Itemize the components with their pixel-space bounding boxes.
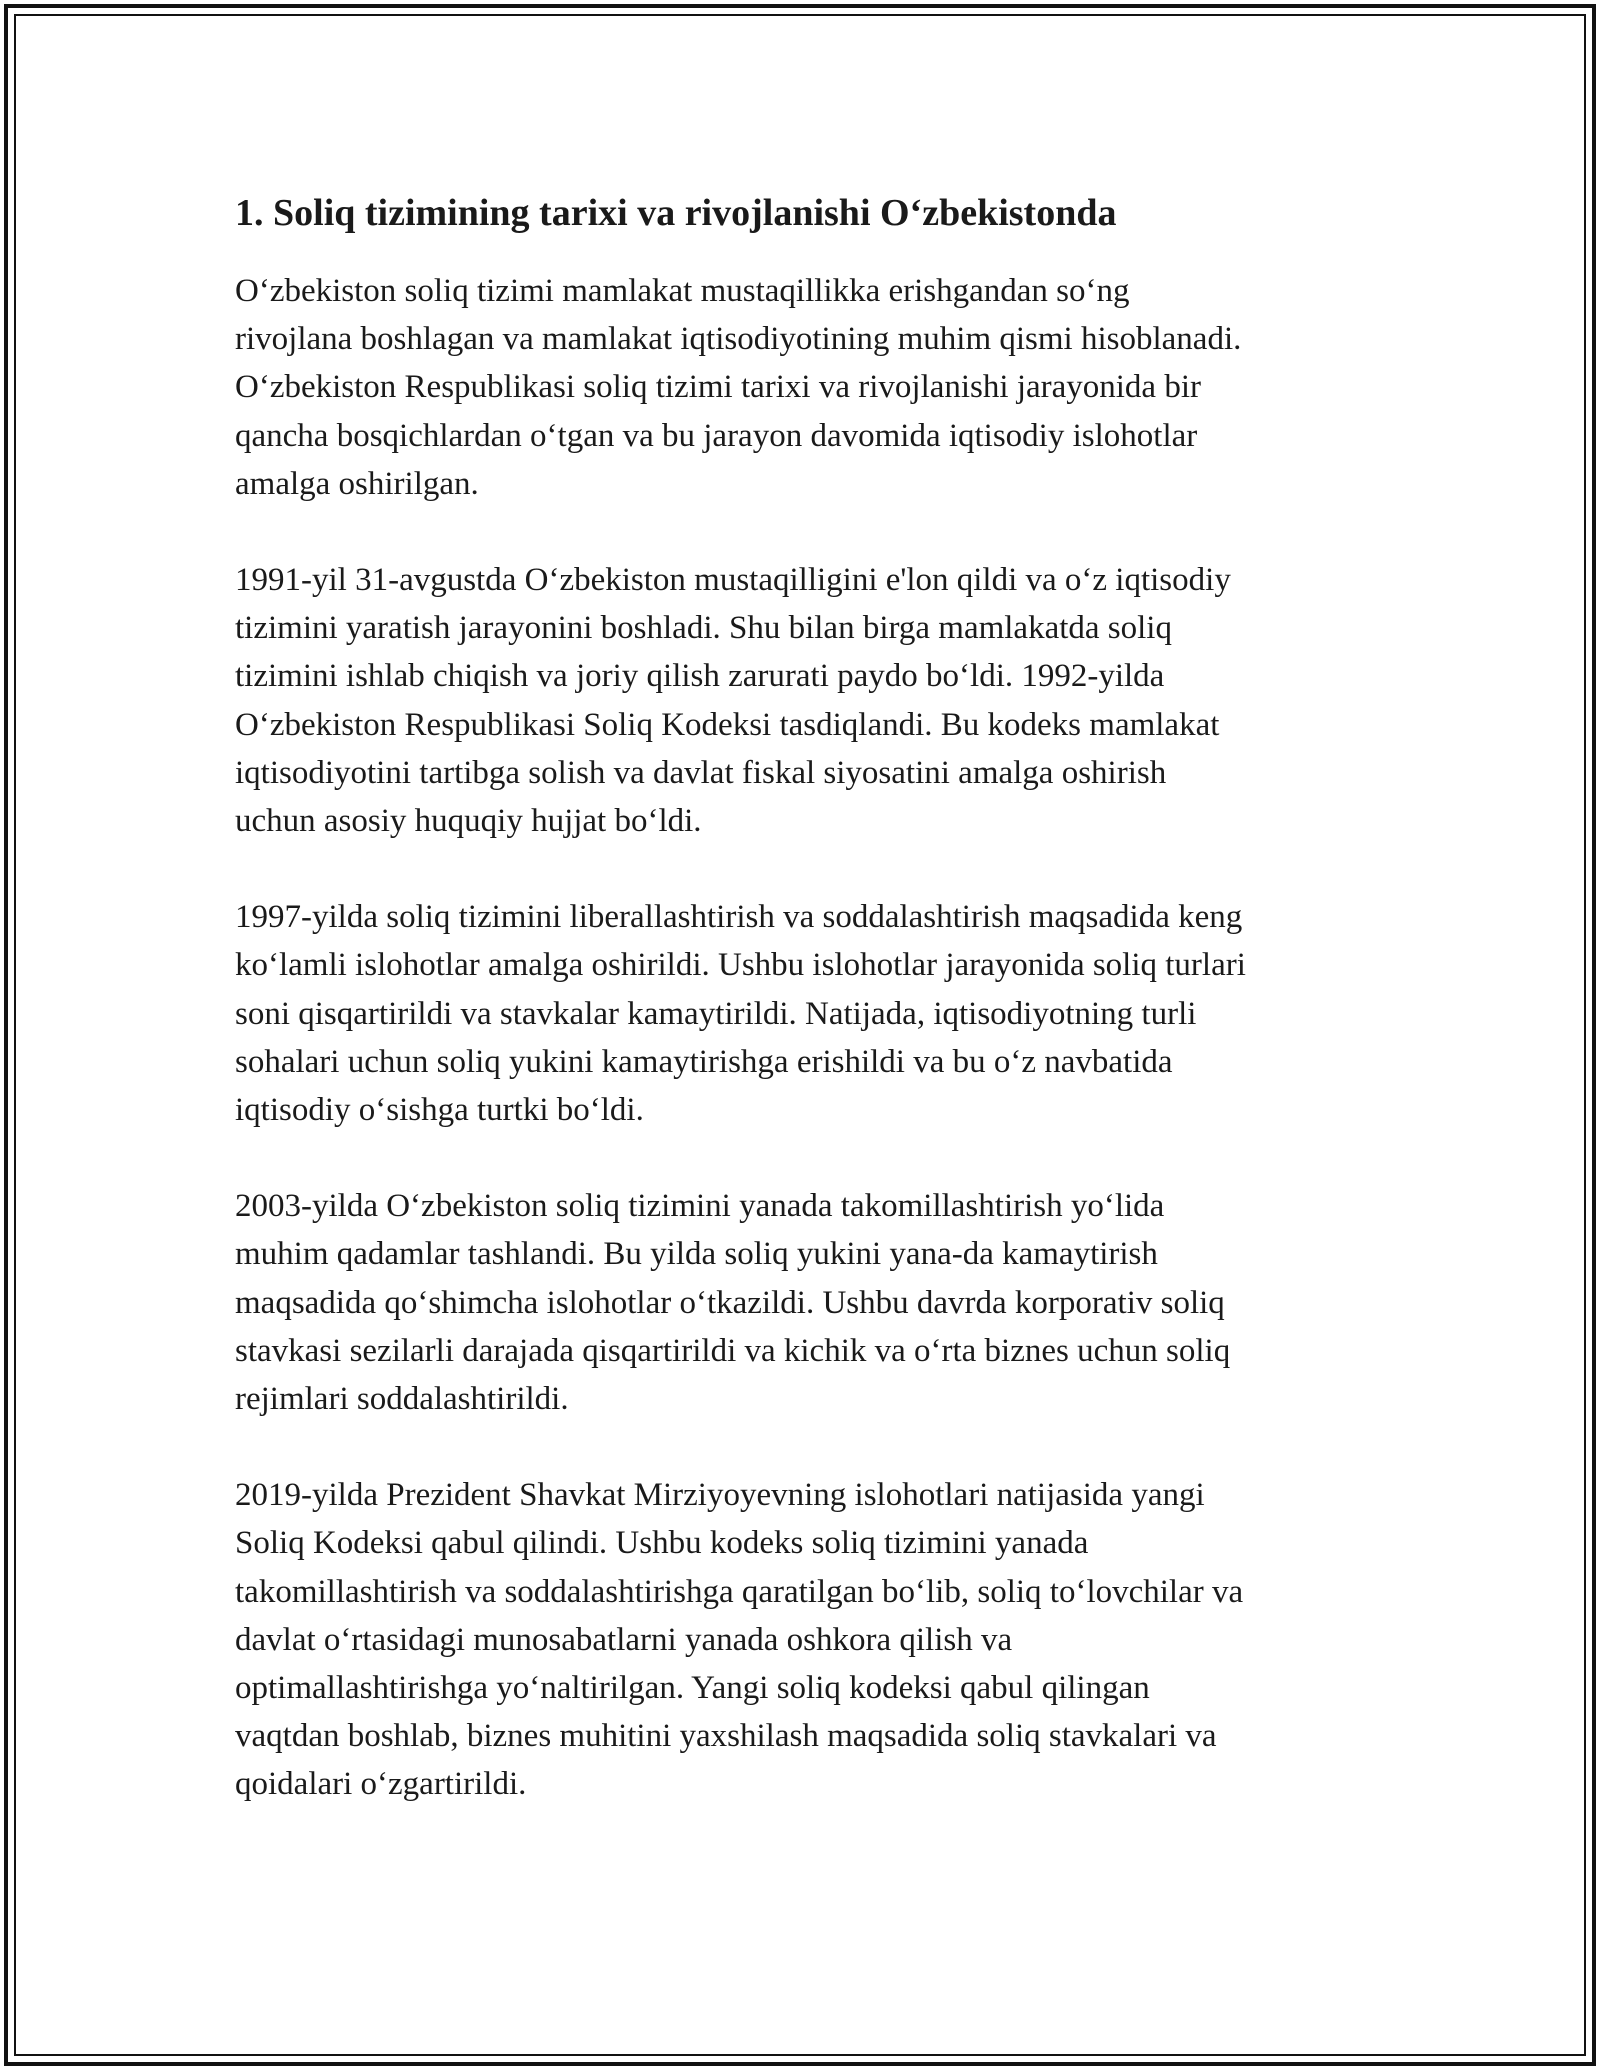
section-title: 1. Soliq tizimining tarixi va rivojlanishi O‘zbekistonda xyxy=(235,192,1117,234)
paragraph-4: 2003-yilda O‘zbekiston soliq tizimini yanada takomillashtirish yo‘lida muhim qadamlar tashlandi. Bu yilda soliq yukini yana-da kamaytirish maqsadida qo‘shimcha islohotlar o‘tkazildi. Ushbu davrda korporativ soliq stavkasi sezilarli darajada qisqartirildi va kichik va o‘rta biznes uchun soliq rejimlari soddalashtirildi. xyxy=(235,1188,1231,1418)
paragraph-2: 1991-yil 31-avgustda O‘zbekiston mustaqilligini e'lon qildi va o‘z iqtisodiy tizimini yaratish jarayonini boshladi. Shu bilan birga mamlakatda soliq tizimini ishlab chiqish va joriy qilish zarurati paydo bo‘ldi. 1992-yilda O‘zbekiston Respublikasi Soliq Kodeksi tasdiqlandi. Bu kodeks mamlakat iqtisodiyotini tartibga solish va davlat fiskal siyosatini amalga oshirish uchun asosiy huquqiy hujjat bo‘ldi. xyxy=(235,562,1231,840)
paragraph-3: 1997-yilda soliq tizimini liberallashtirish va soddalashtirish maqsadida keng ko‘lamli islohotlar amalga oshirildi. Ushbu islohotlar jarayonida soliq turlari soni qisqartirildi va stavkalar kamaytirildi. Natijada, iqtisodiyotning turli sohalari uchun soliq yukini kamaytirishga erishildi va bu o‘z navbatida iqtisodiy o‘sishga turtki bo‘ldi. xyxy=(235,899,1246,1129)
document-body xyxy=(235,185,1375,1857)
paragraph-5: 2019-yilda Prezident Shavkat Mirziyoyevning islohotlari natijasida yangi Soliq Kodeksi qabul qilindi. Ushbu kodeks soliq tizimini yanada takomillashtirish va soddalashtirishga qaratilgan bo‘lib, soliq to‘lovchilar va davlat o‘rtasidagi munosabatlarni yanada oshkora qilish va optimallashtirishga yo‘naltirilgan. Yangi soliq kodeksi qabul qilingan vaqtdan boshlab, biznes muhitini yaxshilash maqsadida soliq stavkalari va qoidalari o‘zgartirildi. xyxy=(235,1477,1244,1803)
paragraph-1: O‘zbekiston soliq tizimi mamlakat mustaqillikka erishgandan so‘ng rivojlana boshlagan va mamlakat iqtisodiyotining muhim qismi hisoblanadi. O‘zbekiston Respublikasi soliq tizimi tarixi va rivojlanishi jarayonida bir qancha bosqichlardan o‘tgan va bu jarayon davomida iqtisodiy islohotlar amalga oshirilgan. xyxy=(235,273,1242,502)
